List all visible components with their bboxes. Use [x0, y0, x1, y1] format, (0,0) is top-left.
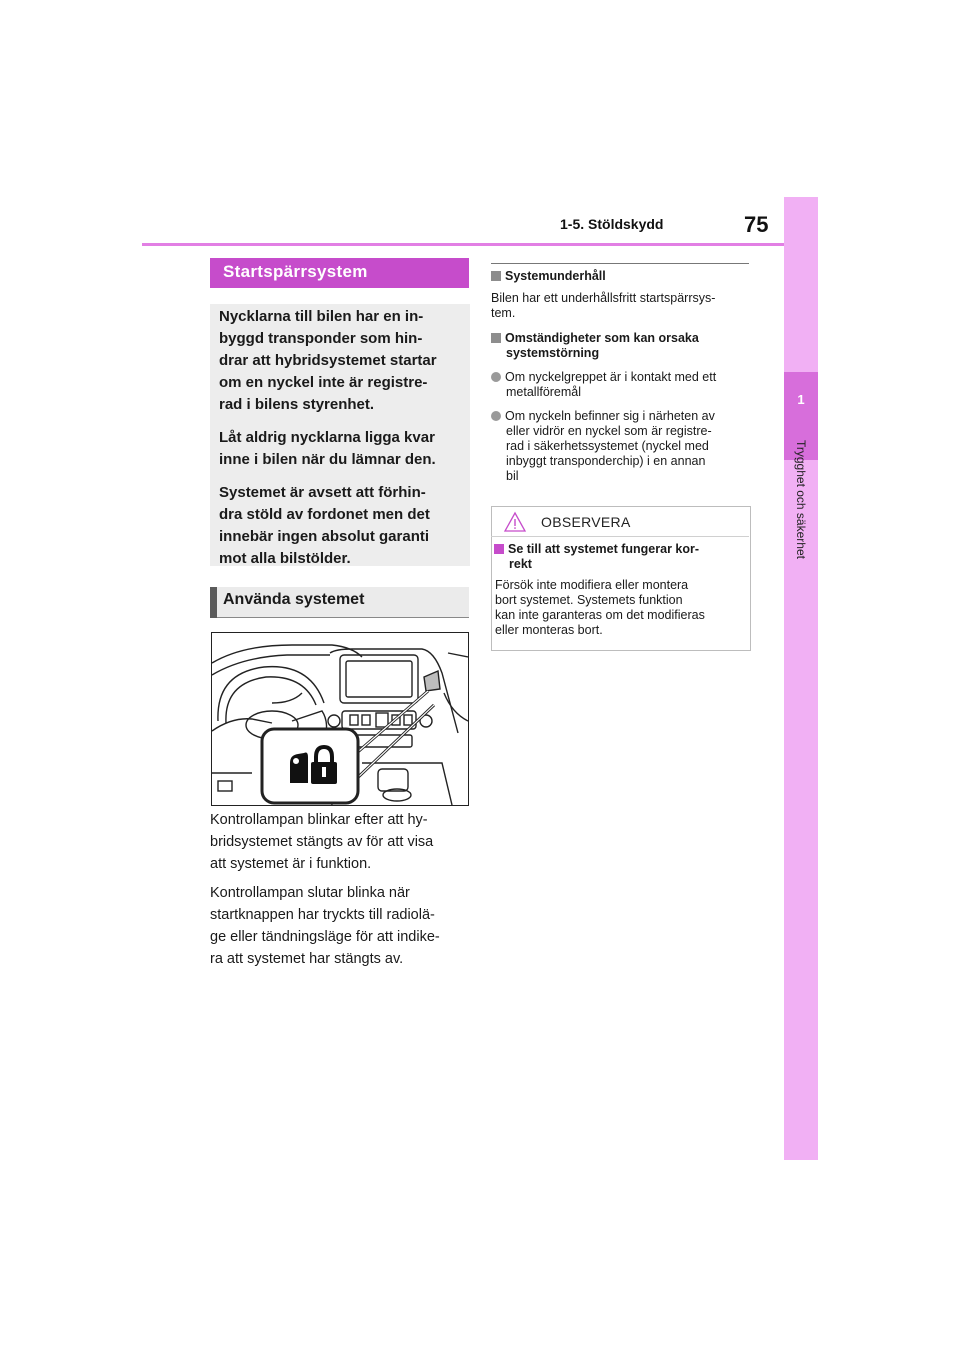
chapter-title-text: Trygghet och säkerhet [794, 440, 808, 559]
square-bullet-icon [491, 333, 501, 343]
warning-title: OBSERVERA [541, 514, 631, 530]
section-heading: 1-5. Stöldskydd [560, 216, 664, 232]
dashboard-drawing [212, 633, 468, 805]
text-line: Bilen har ett underhållsfritt startspärrsys- [491, 291, 716, 305]
text-line: om en nyckel inte är registre- [219, 374, 428, 391]
text-line: Låt aldrig nycklarna ligga kvar [219, 429, 435, 446]
text-line: rad i säkerhetssystemet (nyckel med [506, 439, 709, 453]
text-line: att systemet är i funktion. [210, 856, 372, 872]
subheading-systemunderhall [491, 269, 751, 284]
text-line: rad i bilens styrenhet. [219, 396, 375, 413]
section-title-text: Använda systemet [223, 591, 365, 608]
text-line: bort systemet. Systemets funktion [495, 593, 683, 607]
section-title-text: Startspärrsystem [223, 262, 368, 281]
dashboard-illustration [211, 632, 469, 806]
bullet-item [491, 370, 766, 400]
intro-paragraph [219, 482, 470, 570]
text-line: bridsystemet stängts av för att visa [210, 834, 434, 850]
text-line: drar att hybridsystemet startar [219, 352, 437, 369]
section-title-startsparrsystem [210, 258, 469, 288]
text-line: Försök inte modifiera eller montera [495, 578, 689, 592]
intro-box [210, 304, 470, 566]
intro-paragraph [219, 306, 470, 416]
text-line: mot alla bilstölder. [219, 550, 351, 567]
subheading-omstandigheter [491, 331, 766, 361]
text-line: systemstörning [506, 346, 600, 360]
text-line: ra att systemet har stängts av. [210, 951, 404, 967]
body-paragraph [210, 882, 470, 970]
square-bullet-icon [494, 544, 504, 554]
text-line: kan inte garanteras om det modifieras [495, 608, 705, 622]
text-line: byggd transponder som hin- [219, 330, 423, 347]
text-line: tem. [491, 306, 516, 320]
chapter-title [756, 440, 846, 610]
text-line: bil [506, 469, 519, 483]
text-line: startknappen har tryckts till radiolä- [210, 907, 435, 923]
chapter-number: 1 [797, 392, 805, 407]
warning-triangle-icon [503, 511, 527, 533]
text-line: inne i bilen när du lämnar den. [219, 451, 436, 468]
text-line: Om nyckelgreppet är i kontakt med ett [505, 370, 717, 384]
text-line: eller monteras bort. [495, 623, 603, 637]
round-bullet-icon [491, 411, 501, 421]
text-line: ge eller tändningsläge för att indike- [210, 929, 440, 945]
intro-content [210, 304, 470, 570]
round-bullet-icon [491, 372, 501, 382]
chapter-side-tab [784, 197, 818, 1160]
text-line: Systemet är avsett att förhin- [219, 484, 426, 501]
text-line: metallföremål [506, 385, 582, 399]
paragraph-maintenance [491, 291, 751, 321]
text-line: Omständigheter som kan orsaka [505, 331, 699, 345]
text-line: dra stöld av fordonet men det [219, 506, 430, 523]
subheading-text: Systemunderhåll [505, 269, 606, 283]
section-title-anvanda-systemet [210, 587, 469, 618]
body-text [210, 809, 470, 977]
section-title-bar [210, 587, 217, 618]
body-paragraph [210, 809, 470, 875]
text-line: Nycklarna till bilen har en in- [219, 308, 424, 325]
square-bullet-icon [491, 271, 501, 281]
header-rule [142, 243, 784, 246]
text-line: Om nyckeln befinner sig i närheten av [505, 409, 715, 423]
intro-paragraph [219, 427, 470, 471]
warning-heading [494, 542, 759, 572]
bullet-item [491, 409, 766, 484]
text-line: rekt [509, 557, 532, 571]
text-line: Kontrollampan blinkar efter att hy- [210, 812, 428, 828]
text-line: Kontrollampan slutar blinka när [210, 885, 410, 901]
warning-text [495, 578, 745, 638]
page-number: 75 [744, 212, 769, 237]
column-rule [491, 263, 749, 264]
warning-title-bar [491, 506, 749, 537]
text-line: inbyggt transponderchip) i en annan [506, 454, 706, 468]
text-line: innebär ingen absolut garanti [219, 528, 430, 545]
text-line: eller vidrör en nyckel som är registre- [506, 424, 712, 438]
text-line: Se till att systemet fungerar kor- [508, 542, 700, 556]
